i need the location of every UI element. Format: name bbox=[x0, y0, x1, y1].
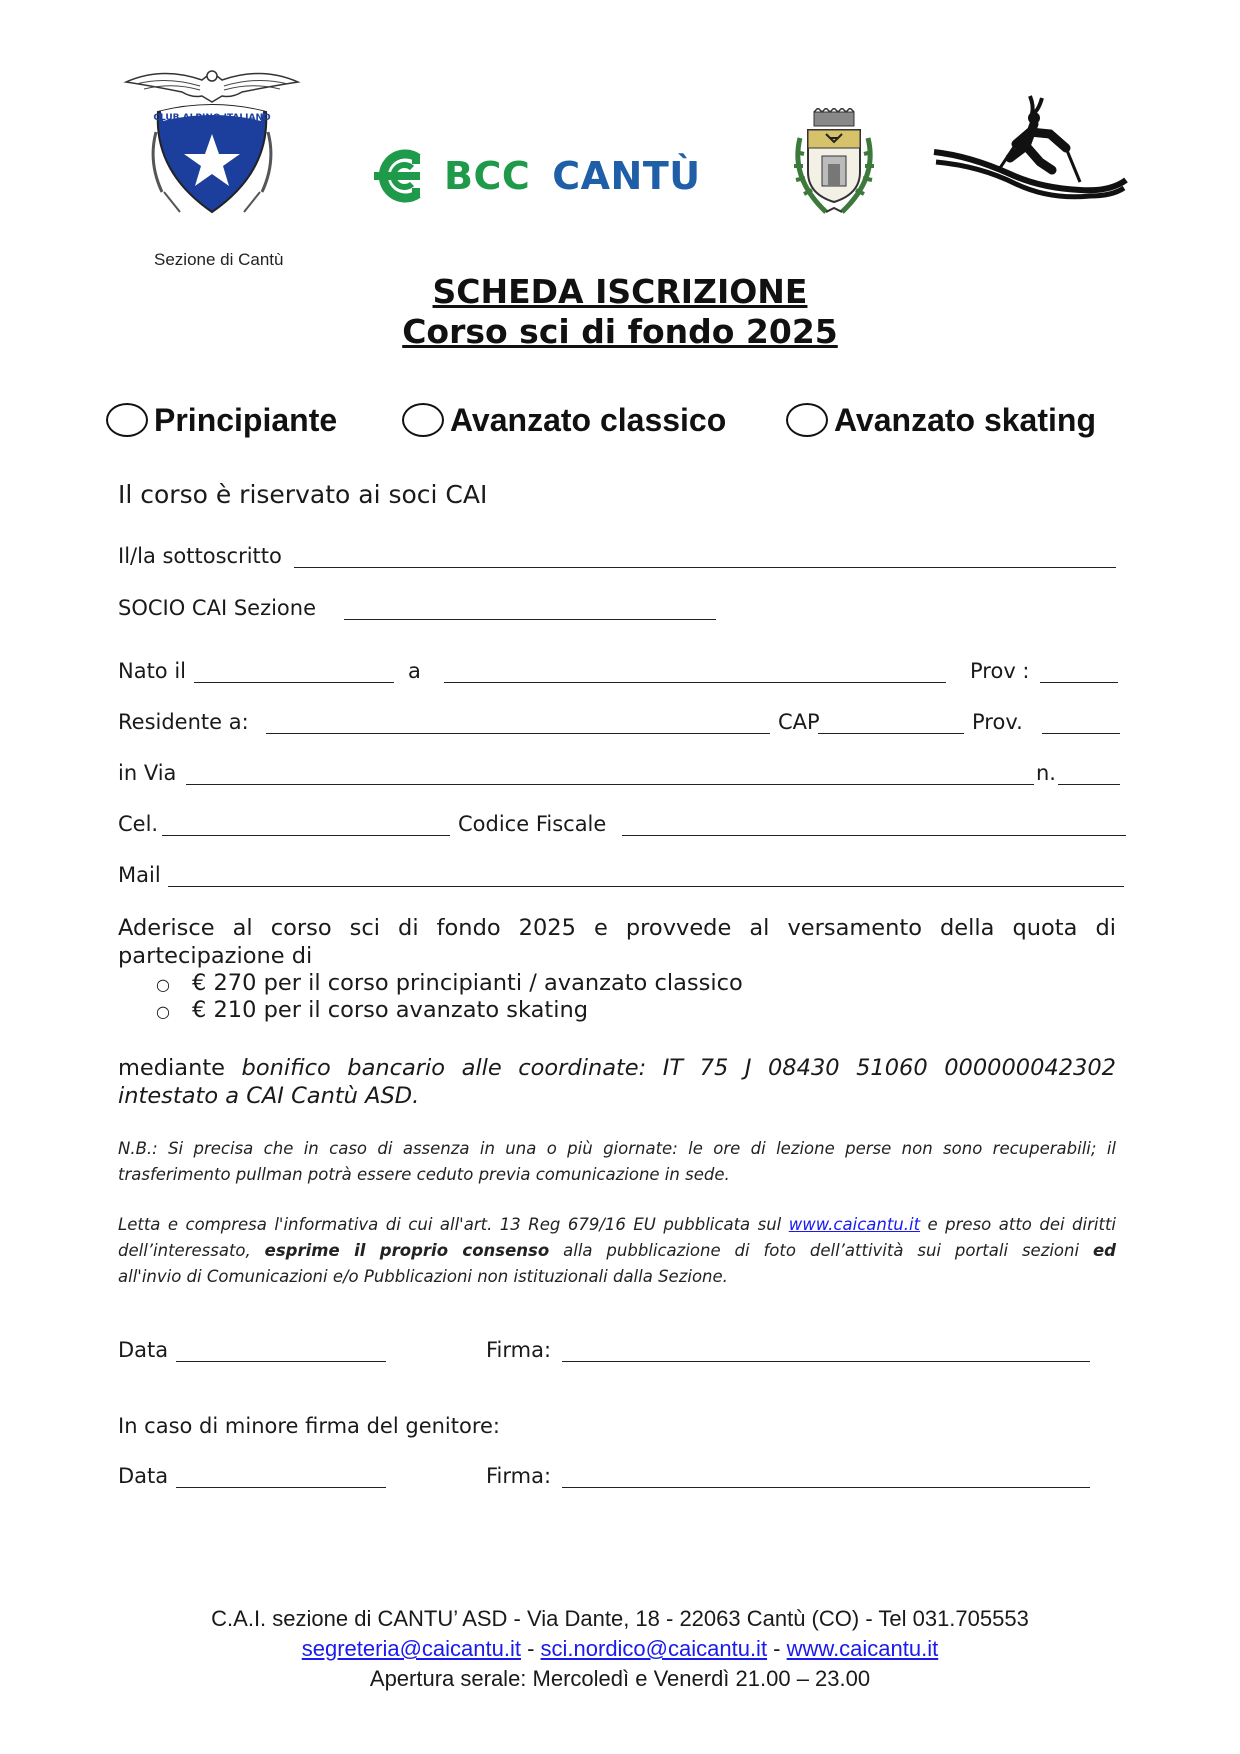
adherence-line-2: partecipazione di bbox=[118, 943, 313, 969]
payment-line-2: intestato a CAI Cantù ASD. bbox=[118, 1083, 420, 1109]
minor-note: In caso di minore firma del genitore: bbox=[118, 1414, 501, 1438]
cf-label: Codice Fiscale bbox=[458, 812, 607, 836]
parent-firma-label: Firma: bbox=[486, 1464, 552, 1488]
numero-label: n. bbox=[1036, 761, 1056, 785]
socio-label: SOCIO CAI Sezione bbox=[118, 596, 317, 620]
municipal-crest bbox=[786, 108, 882, 220]
mail-label: Mail bbox=[118, 863, 161, 887]
cai-logo-text: CLUB ALPINO ITALIANO bbox=[153, 113, 271, 123]
residence-prov-label: Prov. bbox=[972, 710, 1023, 734]
via-field[interactable] bbox=[186, 784, 1034, 785]
privacy-line-2: dell’interessato, esprime il proprio consenso alla pubblicazione di foto dell’attività sui portali sezioni ed bbox=[118, 1241, 1116, 1260]
sottoscritto-label: Il/la sottoscritto bbox=[118, 544, 282, 568]
option-label: Avanzato skating bbox=[834, 401, 1096, 438]
date-field[interactable] bbox=[176, 1361, 386, 1362]
bcc-logo bbox=[372, 140, 701, 212]
radio-circle-icon[interactable] bbox=[786, 403, 828, 437]
privacy-line-1: Letta e compresa l'informativa di cui all'art. 13 Reg 679/16 EU pubblicata sul www.caicantu.it e preso atto dei diritti bbox=[118, 1215, 1117, 1234]
sezione-field[interactable] bbox=[344, 619, 716, 620]
option-avanzato-classico[interactable] bbox=[402, 398, 726, 442]
footer-contacts: segreteria@caicantu.it - sci.nordico@caicantu.it - www.caicantu.it bbox=[301, 1636, 939, 1661]
nb-line-2: trasferimento pullman potrà essere ceduto previa comunicazione in sede. bbox=[118, 1165, 730, 1184]
birth-place-field[interactable] bbox=[444, 682, 946, 683]
form-subtitle: Corso sci di fondo 2025 bbox=[402, 312, 838, 351]
via-label: in Via bbox=[118, 761, 177, 785]
privacy-line-3: all'invio di Comunicazioni e/o Pubblicazioni non istituzionali dalla Sezione. bbox=[118, 1267, 728, 1286]
residence-prov-field[interactable] bbox=[1042, 733, 1120, 734]
birth-place-label: a bbox=[408, 659, 421, 683]
privacy-website-link[interactable]: www.caicantu.it bbox=[788, 1215, 921, 1234]
website-link[interactable]: www.caicantu.it bbox=[786, 1636, 939, 1661]
cf-field[interactable] bbox=[622, 835, 1126, 836]
bank-name-bcc: BCC bbox=[444, 154, 531, 198]
fee-item-2: ○ € 210 per il corso avanzato skating bbox=[156, 997, 589, 1023]
footer-address: C.A.I. sezione di CANTU’ ASD - Via Dante, 18 - 22063 Cantù (CO) - Tel 031.705553 bbox=[211, 1606, 1029, 1631]
radio-circle-icon[interactable] bbox=[106, 403, 148, 437]
skier-figure bbox=[930, 92, 1130, 212]
numero-field[interactable] bbox=[1058, 784, 1120, 785]
residence-field[interactable] bbox=[266, 733, 770, 734]
reserved-note: Il corso è riservato ai soci CAI bbox=[118, 480, 488, 509]
radio-circle-icon[interactable] bbox=[402, 403, 444, 437]
birth-prov-field[interactable] bbox=[1040, 682, 1118, 683]
parent-signature-field[interactable] bbox=[562, 1487, 1090, 1488]
cap-label: CAP bbox=[778, 710, 820, 734]
bank-name-cantu: CANTÙ bbox=[552, 154, 701, 198]
option-avanzato-skating[interactable] bbox=[786, 398, 1096, 442]
firma-label: Firma: bbox=[486, 1338, 552, 1362]
bullet-icon: ○ bbox=[156, 975, 170, 994]
cel-field[interactable] bbox=[162, 835, 450, 836]
option-label: Avanzato classico bbox=[450, 401, 727, 438]
nato-label: Nato il bbox=[118, 659, 187, 683]
cai-logo bbox=[122, 62, 302, 222]
residente-label: Residente a: bbox=[118, 710, 249, 734]
sezione-label: Sezione di Cantù bbox=[154, 250, 284, 269]
adherence-line-1: Aderisce al corso sci di fondo 2025 e provvede al versamento della quota di bbox=[118, 915, 1116, 941]
nb-line-1: N.B.: Si precisa che in caso di assenza in una o più giornate: le ore di lezione perse non sono recuperabili; il bbox=[118, 1139, 1116, 1158]
bcc-mark-icon bbox=[372, 144, 434, 208]
fee-item-1: ○ € 270 per il corso principianti / avanzato classico bbox=[156, 970, 743, 996]
option-principiante[interactable] bbox=[106, 398, 337, 442]
footer-hours: Apertura serale: Mercoledì e Venerdì 21.00 – 23.00 bbox=[369, 1666, 871, 1691]
payment-line-1: mediante bonifico bancario alle coordinate: IT 75 J 08430 51060 000000042302 bbox=[118, 1055, 1116, 1081]
birth-prov-label: Prov : bbox=[970, 659, 1030, 683]
email-nordico-link[interactable]: sci.nordico@caicantu.it bbox=[540, 1636, 768, 1661]
parent-data-label: Data bbox=[118, 1464, 169, 1488]
cel-label: Cel. bbox=[118, 812, 159, 836]
email-segreteria-link[interactable]: segreteria@caicantu.it bbox=[301, 1636, 521, 1661]
signature-field[interactable] bbox=[562, 1361, 1090, 1362]
form-title: SCHEDA ISCRIZIONE bbox=[432, 272, 808, 311]
option-label: Principiante bbox=[154, 401, 338, 438]
parent-date-field[interactable] bbox=[176, 1487, 386, 1488]
birth-date-field[interactable] bbox=[194, 682, 394, 683]
cap-field[interactable] bbox=[818, 733, 964, 734]
data-label: Data bbox=[118, 1338, 169, 1362]
bullet-icon: ○ bbox=[156, 1002, 170, 1021]
mail-field[interactable] bbox=[168, 886, 1124, 887]
sottoscritto-field[interactable] bbox=[294, 567, 1116, 568]
